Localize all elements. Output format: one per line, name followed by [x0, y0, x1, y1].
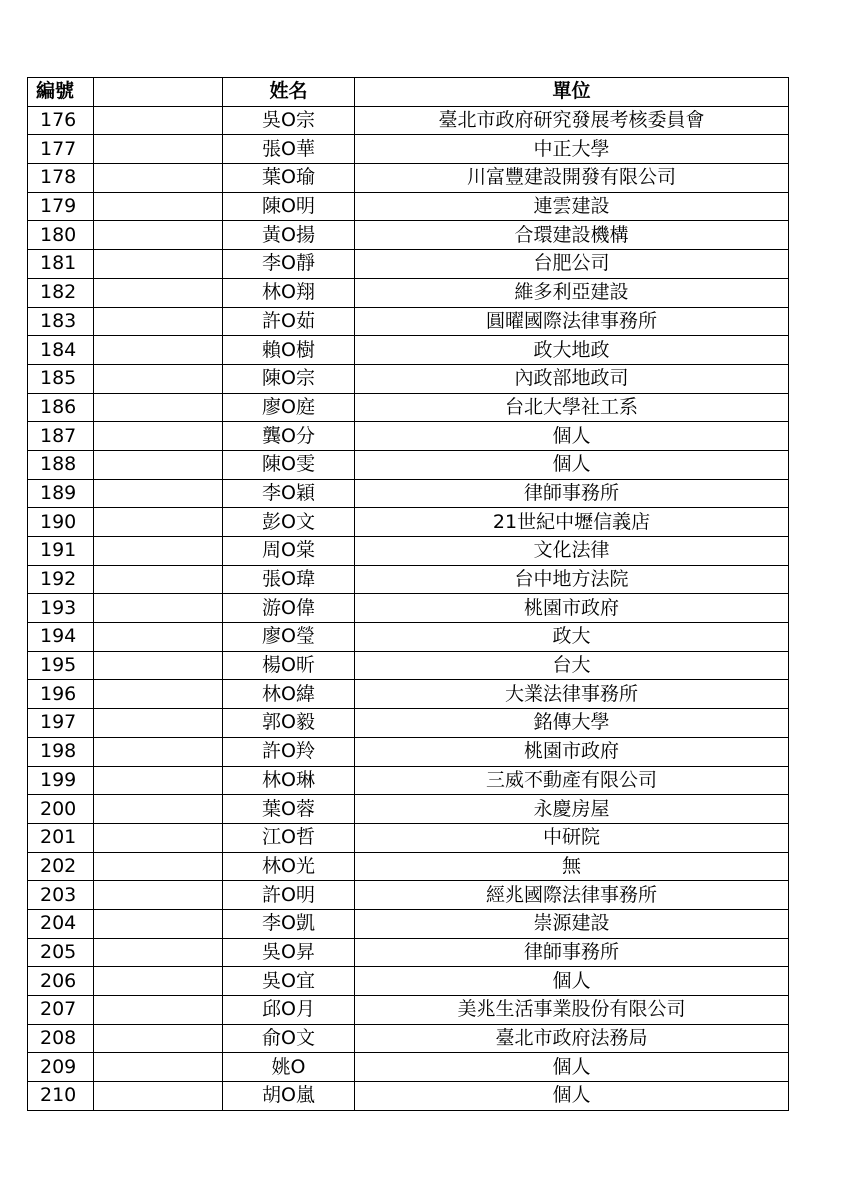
row-number: 203	[28, 881, 94, 910]
table-row	[28, 651, 789, 680]
row-unit: 政大地政	[355, 336, 789, 365]
row-name: 吳O宜	[223, 967, 355, 996]
row-unit: 21世紀中壢信義店	[355, 508, 789, 537]
row-name: 俞O文	[223, 1024, 355, 1053]
row-empty-cell	[94, 221, 223, 250]
row-number: 185	[28, 364, 94, 393]
row-empty-cell	[94, 1053, 223, 1082]
row-unit: 銘傳大學	[355, 709, 789, 738]
row-unit: 個人	[355, 450, 789, 479]
row-name: 廖O瑩	[223, 623, 355, 652]
row-unit: 台北大學社工系	[355, 393, 789, 422]
table-row	[28, 680, 789, 709]
table-row	[28, 1024, 789, 1053]
row-number: 200	[28, 795, 94, 824]
row-number: 190	[28, 508, 94, 537]
row-number: 201	[28, 823, 94, 852]
table-row	[28, 135, 789, 164]
row-name: 林O緯	[223, 680, 355, 709]
table-row	[28, 1082, 789, 1111]
row-unit: 台肥公司	[355, 250, 789, 279]
row-name: 吳O宗	[223, 106, 355, 135]
header-empty-cell	[94, 78, 223, 107]
row-empty-cell	[94, 996, 223, 1025]
table-row	[28, 250, 789, 279]
row-number: 189	[28, 479, 94, 508]
row-name: 江O哲	[223, 823, 355, 852]
row-number: 197	[28, 709, 94, 738]
row-name: 林O琳	[223, 766, 355, 795]
row-unit: 經兆國際法律事務所	[355, 881, 789, 910]
row-unit: 個人	[355, 1082, 789, 1111]
row-empty-cell	[94, 364, 223, 393]
row-number: 205	[28, 938, 94, 967]
table-row	[28, 996, 789, 1025]
row-unit: 連雲建設	[355, 192, 789, 221]
row-number: 204	[28, 909, 94, 938]
row-name: 陳O宗	[223, 364, 355, 393]
row-number: 182	[28, 278, 94, 307]
table-row	[28, 479, 789, 508]
row-empty-cell	[94, 164, 223, 193]
row-unit: 台大	[355, 651, 789, 680]
row-number: 183	[28, 307, 94, 336]
row-unit: 文化法律	[355, 537, 789, 566]
row-unit: 圓曜國際法律事務所	[355, 307, 789, 336]
row-name: 周O棠	[223, 537, 355, 566]
row-empty-cell	[94, 106, 223, 135]
row-number: 184	[28, 336, 94, 365]
row-unit: 個人	[355, 967, 789, 996]
row-name: 郭O毅	[223, 709, 355, 738]
table-row	[28, 623, 789, 652]
table-row	[28, 422, 789, 451]
row-empty-cell	[94, 422, 223, 451]
row-empty-cell	[94, 336, 223, 365]
row-name: 廖O庭	[223, 393, 355, 422]
row-name: 游O偉	[223, 594, 355, 623]
row-empty-cell	[94, 967, 223, 996]
row-unit: 中研院	[355, 823, 789, 852]
row-empty-cell	[94, 651, 223, 680]
row-unit: 桃園市政府	[355, 594, 789, 623]
row-name: 李O凱	[223, 909, 355, 938]
table-row	[28, 221, 789, 250]
row-unit: 三威不動產有限公司	[355, 766, 789, 795]
row-name: 許O茹	[223, 307, 355, 336]
row-number: 188	[28, 450, 94, 479]
row-name: 胡O嵐	[223, 1082, 355, 1111]
row-empty-cell	[94, 795, 223, 824]
row-empty-cell	[94, 450, 223, 479]
attendee-table	[27, 77, 789, 1111]
row-unit: 台中地方法院	[355, 565, 789, 594]
row-empty-cell	[94, 852, 223, 881]
row-name: 姚O	[223, 1053, 355, 1082]
row-number: 192	[28, 565, 94, 594]
row-empty-cell	[94, 823, 223, 852]
row-empty-cell	[94, 938, 223, 967]
row-name: 陳O雯	[223, 450, 355, 479]
row-unit: 永慶房屋	[355, 795, 789, 824]
row-empty-cell	[94, 1024, 223, 1053]
row-name: 陳O明	[223, 192, 355, 221]
row-name: 賴O樹	[223, 336, 355, 365]
row-number: 180	[28, 221, 94, 250]
row-number: 195	[28, 651, 94, 680]
row-empty-cell	[94, 250, 223, 279]
table-row	[28, 450, 789, 479]
table-row	[28, 106, 789, 135]
row-number: 194	[28, 623, 94, 652]
row-empty-cell	[94, 766, 223, 795]
table-row	[28, 307, 789, 336]
row-name: 龔O分	[223, 422, 355, 451]
row-empty-cell	[94, 1082, 223, 1111]
table-row	[28, 594, 789, 623]
table-row	[28, 823, 789, 852]
row-name: 張O瑋	[223, 565, 355, 594]
row-empty-cell	[94, 737, 223, 766]
row-number: 187	[28, 422, 94, 451]
row-unit: 政大	[355, 623, 789, 652]
table-row	[28, 278, 789, 307]
row-number: 210	[28, 1082, 94, 1111]
row-name: 林O光	[223, 852, 355, 881]
table-row	[28, 852, 789, 881]
table-row	[28, 709, 789, 738]
row-empty-cell	[94, 680, 223, 709]
table-row	[28, 967, 789, 996]
row-empty-cell	[94, 709, 223, 738]
row-number: 186	[28, 393, 94, 422]
row-number: 191	[28, 537, 94, 566]
row-number: 193	[28, 594, 94, 623]
row-unit: 律師事務所	[355, 938, 789, 967]
table-row	[28, 393, 789, 422]
row-number: 177	[28, 135, 94, 164]
row-name: 吳O昇	[223, 938, 355, 967]
table-row	[28, 336, 789, 365]
table-row	[28, 1053, 789, 1082]
row-number: 202	[28, 852, 94, 881]
row-unit: 美兆生活事業股份有限公司	[355, 996, 789, 1025]
header-unit: 單位	[355, 78, 789, 107]
row-name: 彭O文	[223, 508, 355, 537]
header-name: 姓名	[223, 78, 355, 107]
row-name: 李O靜	[223, 250, 355, 279]
row-number: 198	[28, 737, 94, 766]
row-unit: 大業法律事務所	[355, 680, 789, 709]
row-name: 葉O蓉	[223, 795, 355, 824]
row-empty-cell	[94, 307, 223, 336]
row-number: 196	[28, 680, 94, 709]
row-unit: 臺北市政府研究發展考核委員會	[355, 106, 789, 135]
table-row	[28, 164, 789, 193]
row-unit: 中正大學	[355, 135, 789, 164]
row-empty-cell	[94, 192, 223, 221]
row-unit: 律師事務所	[355, 479, 789, 508]
header-row	[28, 78, 789, 107]
row-number: 207	[28, 996, 94, 1025]
row-number: 181	[28, 250, 94, 279]
row-name: 李O穎	[223, 479, 355, 508]
row-unit: 崇源建設	[355, 909, 789, 938]
table-row	[28, 909, 789, 938]
row-unit: 個人	[355, 422, 789, 451]
row-number: 199	[28, 766, 94, 795]
row-number: 208	[28, 1024, 94, 1053]
table-row	[28, 192, 789, 221]
row-number: 178	[28, 164, 94, 193]
row-name: 楊O昕	[223, 651, 355, 680]
table-row	[28, 766, 789, 795]
row-name: 邱O月	[223, 996, 355, 1025]
row-empty-cell	[94, 594, 223, 623]
table-row	[28, 795, 789, 824]
row-empty-cell	[94, 537, 223, 566]
row-empty-cell	[94, 623, 223, 652]
row-unit: 桃園市政府	[355, 737, 789, 766]
row-unit: 川富豐建設開發有限公司	[355, 164, 789, 193]
table-row	[28, 508, 789, 537]
row-empty-cell	[94, 278, 223, 307]
row-unit: 無	[355, 852, 789, 881]
table-row	[28, 737, 789, 766]
row-unit: 內政部地政司	[355, 364, 789, 393]
row-number: 176	[28, 106, 94, 135]
row-empty-cell	[94, 909, 223, 938]
row-empty-cell	[94, 135, 223, 164]
table-row	[28, 565, 789, 594]
row-empty-cell	[94, 479, 223, 508]
row-name: 許O羚	[223, 737, 355, 766]
table-row	[28, 881, 789, 910]
row-name: 葉O瑜	[223, 164, 355, 193]
row-unit: 臺北市政府法務局	[355, 1024, 789, 1053]
row-number: 206	[28, 967, 94, 996]
row-unit: 維多利亞建設	[355, 278, 789, 307]
row-number: 209	[28, 1053, 94, 1082]
row-name: 林O翔	[223, 278, 355, 307]
table-body	[28, 106, 789, 1110]
table-row	[28, 938, 789, 967]
table-row	[28, 537, 789, 566]
row-name: 黃O揚	[223, 221, 355, 250]
table-row	[28, 364, 789, 393]
row-unit: 合環建設機構	[355, 221, 789, 250]
row-empty-cell	[94, 881, 223, 910]
row-number: 179	[28, 192, 94, 221]
row-empty-cell	[94, 393, 223, 422]
row-empty-cell	[94, 565, 223, 594]
row-unit: 個人	[355, 1053, 789, 1082]
row-name: 許O明	[223, 881, 355, 910]
header-number: 編號	[28, 78, 94, 107]
row-empty-cell	[94, 508, 223, 537]
row-name: 張O華	[223, 135, 355, 164]
